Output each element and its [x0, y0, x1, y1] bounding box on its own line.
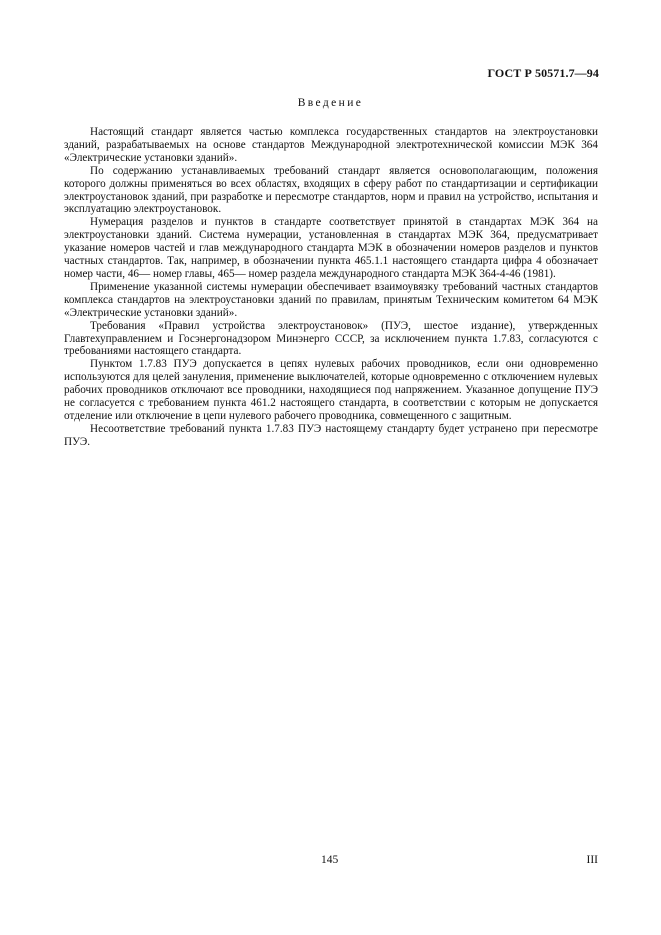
document-header: ГОСТ Р 50571.7—94 — [487, 66, 599, 80]
paragraph: Требования «Правил устройства электроустановок» (ПУЭ, шестое издание), утвержденных Главтехуправлением и Госэнергонадзором Минэнерго СССР, за исключением пункта 1.7.83, согласуются с требованиями настоящего стандарта. — [64, 319, 598, 358]
paragraph: Нумерация разделов и пунктов в стандарте соответствует принятой в стандартах МЭК 364 на электроустановки зданий. Система нумерации, установленная в стандартах МЭК 364, предусматривает указание номеров частей и глав международного стандарта МЭК в обозначении номеров разделов и пунктов частных стандартов. Так, например, в обозначении пункта 465.1.1 настоящего стандарта цифра 4 обозначает номер части, 46— номер главы, 465— номер раздела международного стандарта МЭК 364-4-46 (1981). — [64, 216, 598, 280]
paragraph: Несоответствие требований пункта 1.7.83 ПУЭ настоящему стандарту будет устранено при пересмотре ПУЭ. — [64, 422, 598, 448]
paragraph: По содержанию устанавливаемых требований стандарт является основополагающим, положения которого должны применяться во всех областях, входящих в сферу работ по стандартизации и сертификации электроустановок зданий, при разработке и пересмотре стандартов, норм и правил на устройство, испытания и эксплуатацию электроустановок. — [64, 164, 598, 216]
roman-page-number: III — [586, 854, 598, 866]
paragraph: Применение указанной системы нумерации обеспечивает взаимоувязку требований частных стандартов комплекса стандартов на электроустановки зданий по правилам, принятым Техническим комитетом 64 МЭК «Электрические установки зданий». — [64, 280, 598, 319]
paragraph: Пунктом 1.7.83 ПУЭ допускается в цепях нулевых рабочих проводников, если они одновременно используются для целей зануления, применение выключателей, которые одновременно с отключением нулевых рабочих проводников отключают все проводники, находящиеся под напряжением. Указанное допущение ПУЭ не согласуется с требованием пункта 461.2 настоящего стандарта, в соответствии с которым не допускается отделение или отключение в цепи нулевого рабочего проводника, совмещенного с защитным. — [64, 358, 598, 422]
section-title: Введение — [297, 97, 364, 109]
paragraph: Настоящий стандарт является частью комплекса государственных стандартов на электроустановки зданий, разрабатываемых на основе стандартов Международной электротехнической комиссии МЭК 364 «Электрические установки зданий». — [64, 126, 598, 164]
page-number: 145 — [321, 854, 339, 866]
body-text — [64, 126, 598, 449]
